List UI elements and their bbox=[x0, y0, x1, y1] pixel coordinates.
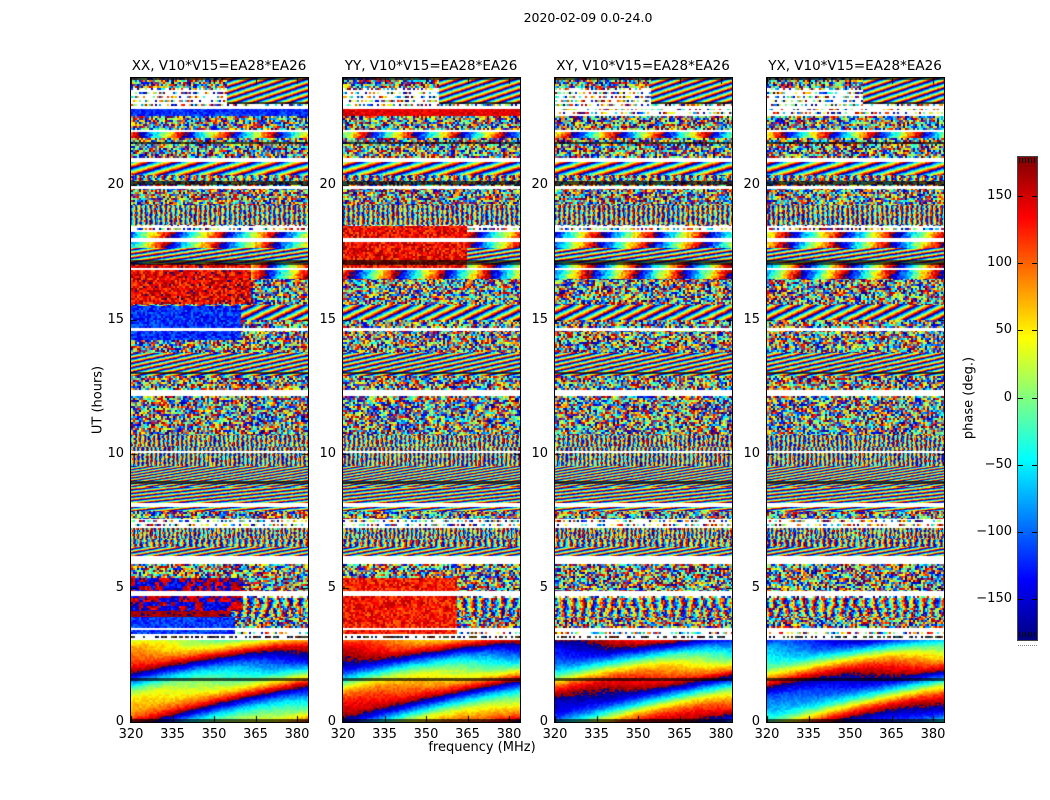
y-tick-label: 20 bbox=[531, 177, 548, 193]
colorbar-tick-mark bbox=[1018, 398, 1023, 399]
x-tick-label: 365 bbox=[455, 727, 480, 742]
y-tick-label: 15 bbox=[531, 311, 548, 327]
panel-title-yy: YY, V10*V15=EA28*EA26 bbox=[344, 58, 518, 74]
colorbar-axis-label: phase (deg.) bbox=[961, 356, 977, 440]
panel-title-xy: XY, V10*V15=EA28*EA26 bbox=[556, 58, 730, 74]
x-tick-label: 320 bbox=[754, 727, 780, 742]
y-tick-label: 10 bbox=[319, 445, 336, 461]
colorbar-hatch-top bbox=[1019, 158, 1035, 163]
colorbar-tick-mark bbox=[1032, 330, 1037, 331]
panel-title-yx: YX, V10*V15=EA28*EA26 bbox=[768, 58, 942, 74]
colorbar-tick-mark bbox=[1032, 398, 1037, 399]
y-tick-label: 0 bbox=[115, 714, 124, 729]
colorbar-hatch-bottom bbox=[1019, 632, 1035, 637]
x-tick-label: 380 bbox=[920, 727, 946, 742]
heatmap-panel-yx bbox=[766, 77, 945, 723]
x-tick-label: 335 bbox=[160, 727, 185, 742]
x-tick-label: 320 bbox=[118, 727, 144, 742]
colorbar-tick-label: 100 bbox=[987, 255, 1012, 271]
colorbar-tick-mark bbox=[1018, 599, 1023, 600]
y-tick-label: 20 bbox=[743, 177, 760, 193]
colorbar-tick-label: −100 bbox=[976, 523, 1012, 539]
x-tick-label: 380 bbox=[496, 727, 522, 742]
y-tick-label: 0 bbox=[327, 714, 336, 729]
y-tick-label: 0 bbox=[751, 714, 760, 729]
colorbar-tick-mark bbox=[1032, 465, 1037, 466]
y-tick-label: 10 bbox=[107, 445, 124, 461]
colorbar-tick-mark bbox=[1018, 465, 1023, 466]
colorbar-tick-mark bbox=[1018, 330, 1023, 331]
x-tick-label: 350 bbox=[413, 727, 439, 742]
colorbar-tick-label: 0 bbox=[1003, 389, 1012, 405]
panel-title-xx: XX, V10*V15=EA28*EA26 bbox=[131, 58, 307, 74]
colorbar-underline-dots bbox=[1018, 645, 1037, 646]
colorbar-tick-mark bbox=[1018, 196, 1023, 197]
x-tick-label: 335 bbox=[372, 727, 397, 742]
y-tick-label: 20 bbox=[107, 177, 124, 193]
x-tick-label: 380 bbox=[284, 727, 310, 742]
x-tick-label: 380 bbox=[708, 727, 734, 742]
y-tick-label: 5 bbox=[327, 579, 336, 595]
x-tick-label: 350 bbox=[625, 727, 651, 742]
y-axis-label: UT (hours) bbox=[90, 365, 106, 435]
colorbar-tick-label: 50 bbox=[995, 322, 1012, 338]
x-tick-label: 350 bbox=[201, 727, 227, 742]
y-tick-label: 5 bbox=[751, 579, 760, 595]
figure-title: 2020-02-09 0.0-24.0 bbox=[523, 10, 653, 25]
y-tick-label: 15 bbox=[319, 311, 336, 327]
colorbar-tick-mark bbox=[1032, 599, 1037, 600]
x-axis-label: frequency (MHz) bbox=[428, 740, 536, 755]
colorbar-tick-label: −50 bbox=[984, 456, 1012, 472]
y-tick-label: 0 bbox=[539, 714, 548, 729]
colorbar-tick-mark bbox=[1032, 263, 1037, 264]
x-tick-label: 365 bbox=[243, 727, 268, 742]
y-tick-label: 15 bbox=[107, 311, 124, 327]
y-tick-label: 10 bbox=[531, 445, 548, 461]
y-tick-label: 10 bbox=[743, 445, 760, 461]
colorbar-tick-mark bbox=[1032, 196, 1037, 197]
colorbar-tick-mark bbox=[1018, 263, 1023, 264]
x-tick-label: 335 bbox=[584, 727, 609, 742]
x-tick-label: 335 bbox=[796, 727, 821, 742]
y-tick-label: 20 bbox=[319, 177, 336, 193]
x-tick-label: 320 bbox=[542, 727, 568, 742]
x-tick-label: 320 bbox=[330, 727, 356, 742]
heatmap-panel-xy bbox=[554, 77, 733, 723]
colorbar-tick-mark bbox=[1032, 532, 1037, 533]
colorbar-tick-mark bbox=[1018, 532, 1023, 533]
colorbar-tick-label: −150 bbox=[976, 590, 1012, 606]
y-tick-label: 5 bbox=[539, 579, 548, 595]
heatmap-panel-yy bbox=[342, 77, 521, 723]
colorbar-tick-label: 150 bbox=[987, 188, 1012, 204]
x-tick-label: 365 bbox=[667, 727, 692, 742]
x-tick-label: 350 bbox=[837, 727, 863, 742]
y-tick-label: 5 bbox=[115, 579, 124, 595]
x-tick-label: 365 bbox=[879, 727, 904, 742]
heatmap-panel-xx bbox=[130, 77, 309, 723]
y-tick-label: 15 bbox=[743, 311, 760, 327]
